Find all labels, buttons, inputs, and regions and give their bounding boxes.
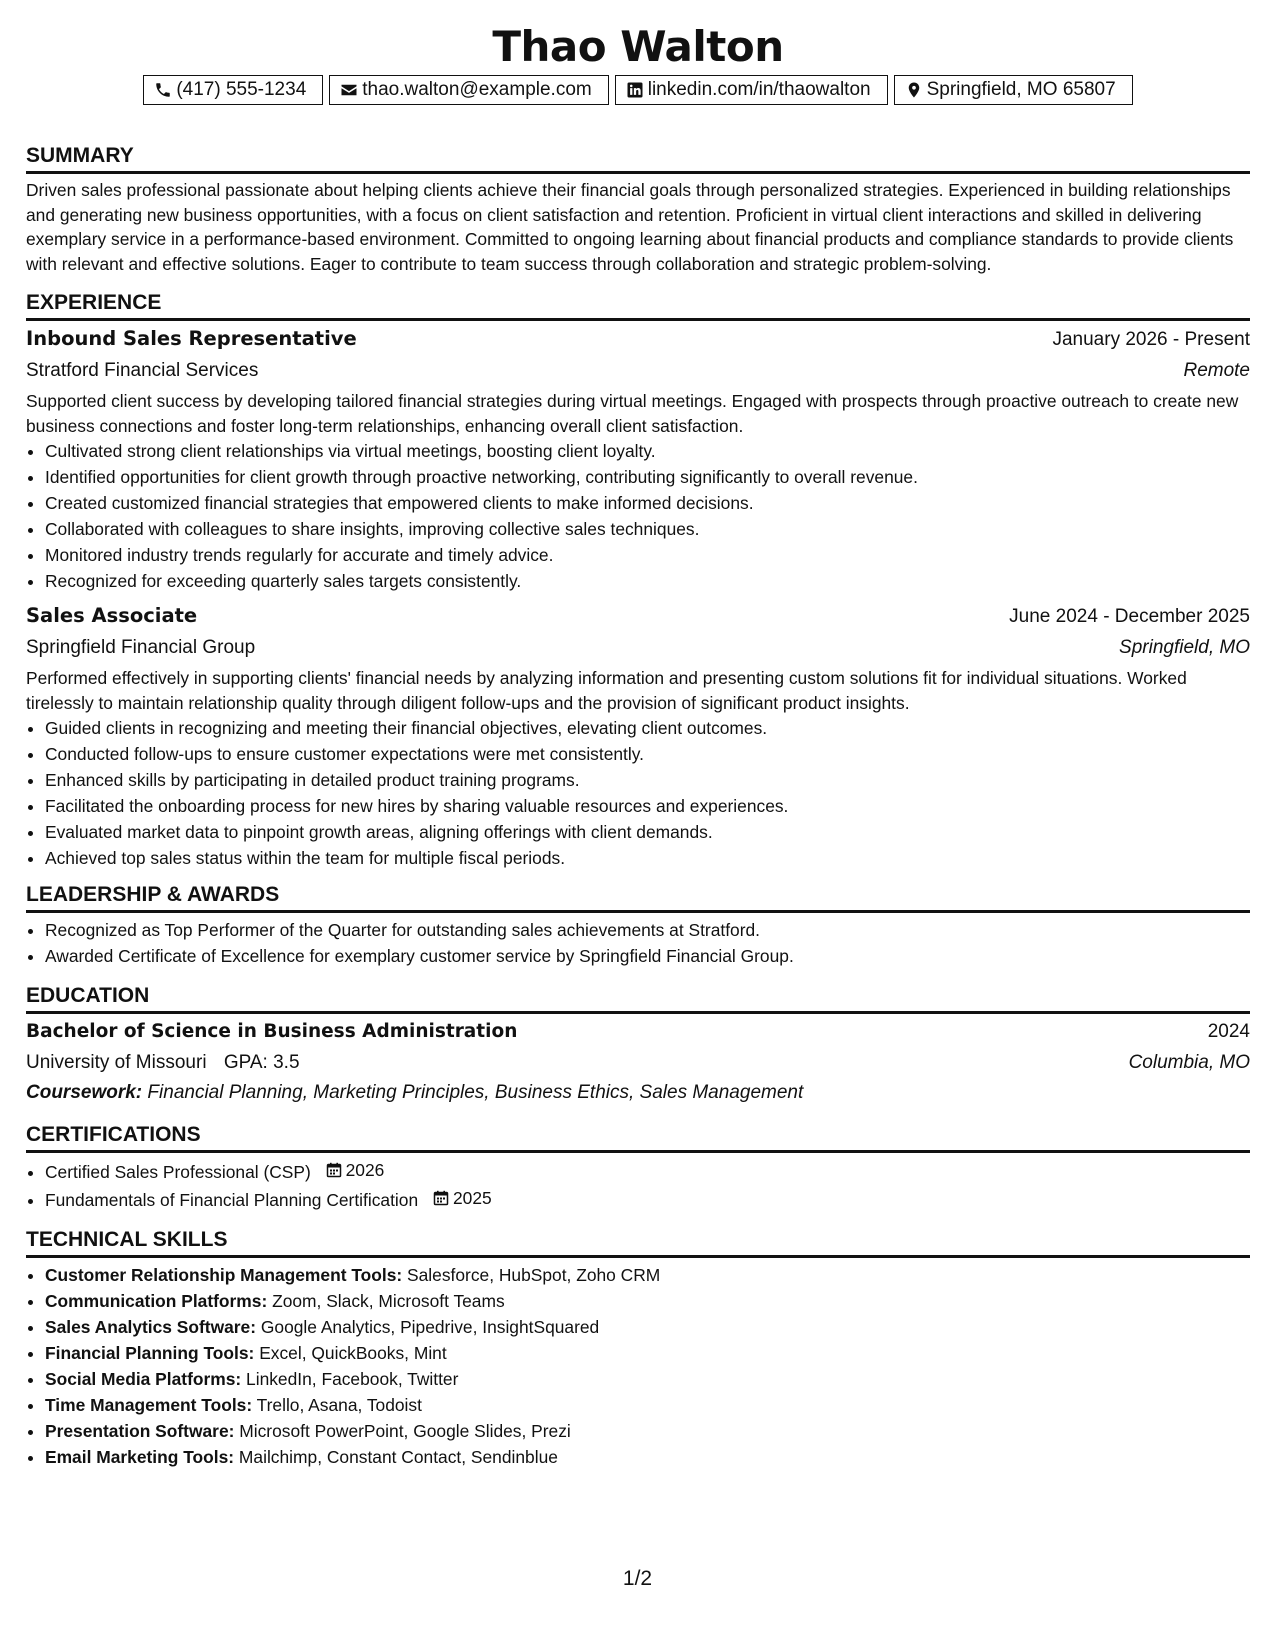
job-dates: June 2024 - December 2025 — [1009, 606, 1250, 627]
list-item — [45, 1157, 1250, 1185]
skill-category: Time Management Tools: — [45, 1395, 253, 1415]
certifications-section — [26, 1122, 1250, 1213]
skill-values: Salesforce, HubSpot, Zoho CRM — [407, 1265, 661, 1285]
job-entry — [26, 323, 1250, 594]
leadership-list — [26, 917, 1250, 969]
skill-values: Zoom, Slack, Microsoft Teams — [272, 1291, 505, 1311]
envelope-icon — [340, 81, 358, 99]
job-bullets — [26, 715, 1250, 871]
job-description: Supported client success by developing tailored financial strategies during virtual meetings. Engaged with prospects through proactive outreach to create new business connections and foster long-term relationships, enhancing overall client satisfaction. — [26, 391, 1239, 436]
list-item: • Cultivated strong client relationships via virtual meetings, boosting client loyalty. — [45, 438, 1250, 464]
skills-list — [26, 1262, 1250, 1470]
experience-section — [26, 290, 1250, 871]
map-marker-icon — [905, 81, 923, 99]
contact-email[interactable] — [329, 75, 608, 105]
summary-text: Driven sales professional passionate about helping clients achieve their financial goals through personalized strategies. Experienced in building relationships and generating new business opportunities, with a focus on client satisfaction and retention. Proficient in virtual client interactions and skilled in delivering exemplary service in a performance-based environment. Committed to ongoing learning about financial products and compliance standards to provide clients with relevant and effective solutions. Eager to contribute to team success through collaboration and strategic problem-solving. — [26, 180, 1234, 274]
section-title-skills: TECHNICAL SKILLS — [26, 1227, 1250, 1258]
list-item: • Facilitated the onboarding process for new hires by sharing valuable resources and experiences. — [45, 793, 1250, 819]
phone-icon — [154, 81, 172, 99]
list-item — [45, 1185, 1250, 1213]
coursework-label: Coursework: — [26, 1082, 143, 1103]
list-item — [45, 1262, 1250, 1288]
job-location: Remote — [1183, 360, 1250, 381]
skill-category: Social Media Platforms: — [45, 1369, 242, 1389]
certification-name: Fundamentals of Financial Planning Certification — [45, 1190, 419, 1210]
list-item: • Created customized financial strategies that empowered clients to make informed decisions. — [45, 490, 1250, 516]
list-item: • Evaluated market data to pinpoint growth areas, aligning offerings with client demands. — [45, 819, 1250, 845]
calendar-icon — [433, 1190, 449, 1206]
certification-name: Certified Sales Professional (CSP) — [45, 1162, 311, 1182]
list-item: • Identified opportunities for client growth through proactive networking, contributing significantly to overall revenue. — [45, 464, 1250, 490]
degree-title: Bachelor of Science in Business Administration — [26, 1021, 518, 1042]
list-item: • Conducted follow-ups to ensure customer expectations were met consistently. — [45, 741, 1250, 767]
school-name: University of Missouri — [26, 1052, 207, 1073]
education-section — [26, 983, 1250, 1108]
list-item — [45, 1444, 1250, 1470]
section-title-summary: SUMMARY — [26, 143, 1250, 174]
school-location: Columbia, MO — [1128, 1052, 1250, 1073]
certification-year: 2025 — [452, 1188, 492, 1208]
email-text: thao.walton@example.com — [362, 79, 592, 100]
skill-category: Email Marketing Tools: — [45, 1447, 235, 1467]
skill-category: Sales Analytics Software: — [45, 1317, 257, 1337]
calendar-icon — [326, 1162, 342, 1178]
list-item: • Recognized for exceeding quarterly sales targets consistently. — [45, 568, 1250, 594]
job-entry — [26, 600, 1250, 871]
list-item — [45, 1288, 1250, 1314]
summary-section — [26, 143, 1250, 276]
job-dates: January 2026 - Present — [1052, 329, 1250, 350]
certification-year: 2026 — [345, 1160, 385, 1180]
list-item — [45, 1314, 1250, 1340]
job-bullets — [26, 438, 1250, 594]
job-description: Performed effectively in supporting clients' financial needs by analyzing information and presenting custom solutions fit for individual situations. Worked tirelessly to maintain relationship quality through diligent follow-ups and the provision of significant product insights. — [26, 668, 1187, 713]
section-title-education: EDUCATION — [26, 983, 1250, 1014]
candidate-name: Thao Walton — [492, 22, 784, 71]
skill-category: Communication Platforms: — [45, 1291, 268, 1311]
contact-bar — [26, 75, 1250, 105]
phone-text: (417) 555-1234 — [176, 79, 307, 100]
section-title-certifications: CERTIFICATIONS — [26, 1122, 1250, 1153]
skill-values: LinkedIn, Facebook, Twitter — [246, 1369, 459, 1389]
skill-values: Excel, QuickBooks, Mint — [259, 1343, 447, 1363]
skill-values: Microsoft PowerPoint, Google Slides, Prezi — [239, 1421, 571, 1441]
certifications-list — [26, 1157, 1250, 1213]
linkedin-text: linkedin.com/in/thaowalton — [647, 79, 871, 100]
job-company: Stratford Financial Services — [26, 360, 259, 381]
skill-values: Trello, Asana, Todoist — [256, 1395, 422, 1415]
location-text: Springfield, MO 65807 — [926, 79, 1116, 100]
list-item — [45, 1340, 1250, 1366]
list-item: • Recognized as Top Performer of the Quarter for outstanding sales achievements at Stratford. — [45, 917, 1250, 943]
section-title-experience: EXPERIENCE — [26, 290, 1250, 321]
list-item — [45, 1418, 1250, 1444]
skills-section — [26, 1227, 1250, 1470]
coursework-list: Financial Planning, Marketing Principles, Business Ethics, Sales Management — [147, 1082, 804, 1103]
list-item: • Monitored industry trends regularly for accurate and timely advice. — [45, 542, 1250, 568]
resume-page — [26, 22, 1250, 1470]
job-title: Inbound Sales Representative — [26, 327, 357, 350]
list-item: • Enhanced skills by participating in detailed product training programs. — [45, 767, 1250, 793]
job-title: Sales Associate — [26, 604, 198, 627]
skill-values: Google Analytics, Pipedrive, InsightSquared — [260, 1317, 600, 1337]
list-item: • Guided clients in recognizing and meeting their financial objectives, elevating client outcomes. — [45, 715, 1250, 741]
list-item: • Achieved top sales status within the team for multiple fiscal periods. — [45, 845, 1250, 871]
section-title-leadership: LEADERSHIP & AWARDS — [26, 882, 1250, 913]
skill-values: Mailchimp, Constant Contact, Sendinblue — [238, 1447, 558, 1467]
leadership-section — [26, 882, 1250, 969]
contact-location[interactable] — [894, 75, 1133, 105]
job-location: Springfield, MO — [1119, 637, 1250, 658]
list-item: • Collaborated with colleagues to share insights, improving collective sales techniques. — [45, 516, 1250, 542]
page-number: 1/2 — [622, 1567, 653, 1590]
gpa: GPA: 3.5 — [223, 1052, 300, 1073]
list-item — [45, 1392, 1250, 1418]
list-item: • Awarded Certificate of Excellence for exemplary customer service by Springfield Financial Group. — [45, 943, 1250, 969]
job-company: Springfield Financial Group — [26, 637, 256, 658]
skill-category: Customer Relationship Management Tools: — [45, 1265, 403, 1285]
coursework — [26, 1078, 1250, 1108]
graduation-year: 2024 — [1207, 1021, 1250, 1042]
contact-phone[interactable] — [143, 75, 323, 105]
list-item — [45, 1366, 1250, 1392]
skill-category: Presentation Software: — [45, 1421, 235, 1441]
linkedin-icon — [626, 81, 644, 99]
skill-category: Financial Planning Tools: — [45, 1343, 255, 1363]
contact-linkedin[interactable] — [615, 75, 888, 105]
